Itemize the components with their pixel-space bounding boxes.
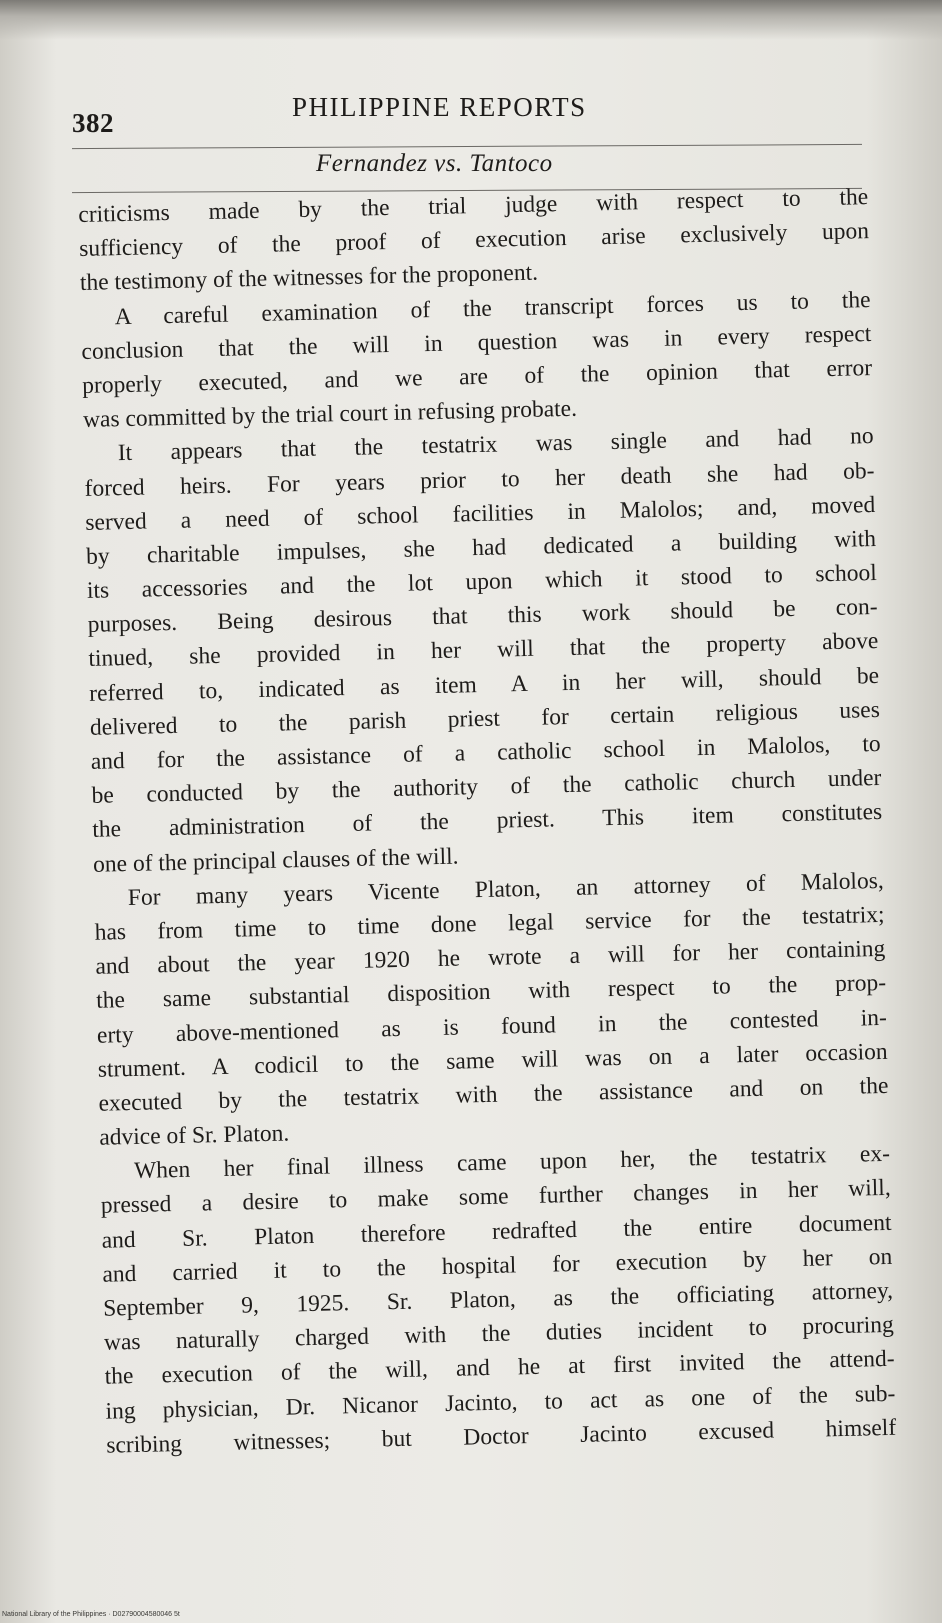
text-line: September 9, 1925. Sr. Platon, as the officiating attorney, <box>102 1277 894 1322</box>
text-line: forced heirs. For years prior to her death she had ob- <box>84 457 875 502</box>
text-line: was naturally charged with the duties incident to procuring <box>103 1311 895 1356</box>
text-line: purposes. Being desirous that this work should be con- <box>87 594 878 639</box>
text-line: sufficiency of the proof of execution arise exclusively upon <box>78 218 870 263</box>
page-header <box>72 90 862 140</box>
text-line: its accessories and the lot upon which it stood to school <box>86 560 878 604</box>
header-rule <box>72 144 862 149</box>
text-line: scribing witnesses; but Doctor Jacinto excused himself <box>106 1414 897 1459</box>
text-line: and about the year 1920 he wrote a will for her containing <box>95 936 886 980</box>
body-text <box>78 180 896 1463</box>
text-line: tinued, she provided in her will that the property above <box>88 628 879 673</box>
text-line: and for the assistance of a catholic school in Malolos, to <box>90 730 881 775</box>
text-line: and carried it to the hospital for execution by her on <box>102 1243 893 1288</box>
text-line: criticisms made by the trial judge with respect to the <box>78 184 869 228</box>
text-line: by charitable impulses, she had dedicated a building with <box>85 525 877 570</box>
text-line: one of the principal clauses of the will. <box>92 843 459 878</box>
running-title: PHILIPPINE REPORTS <box>292 92 587 122</box>
text-line: delivered to the parish priest for certain religious uses <box>89 696 881 741</box>
page-number: 382 <box>72 108 114 138</box>
text-line: strument. A codicil to the same will was on a later occasion <box>97 1038 888 1083</box>
text-line: be conducted by the authority of the catholic church under <box>91 765 882 810</box>
text-line: A careful examination of the transcript forces us to the <box>114 286 871 330</box>
text-line: has from time to time done legal service for the testatrix; <box>94 901 885 946</box>
text-line: referred to, indicated as item A in her will, should be <box>88 662 880 707</box>
text-line: properly executed, and we are of the opinion that error <box>81 354 873 399</box>
text-line: When her final illness came upon her, the testatrix ex- <box>133 1141 891 1185</box>
text-line: erty above-mentioned as is found in the contested in- <box>96 1004 888 1049</box>
text-line: For many years Vicente Platon, an attorney of Malolos, <box>127 867 884 911</box>
text-line: the testimony of the witnesses for the proponent. <box>79 259 539 297</box>
text-line: the same substantial disposition with respect to the prop- <box>95 970 887 1015</box>
scan-edge-shadow <box>0 0 942 40</box>
text-line: served a need of school facilities in Malolos; and, moved <box>85 491 876 536</box>
text-line: the administration of the priest. This item constitutes <box>92 799 883 844</box>
text-line: It appears that the testatrix was single and had no <box>117 423 874 467</box>
text-line: the execution of the will, and he at first invited the attend- <box>104 1346 895 1391</box>
archive-stamp: National Library of the Philippines · D02790004580046 5t <box>2 1611 180 1618</box>
text-line: advice of Sr. Platon. <box>99 1120 290 1151</box>
text-line: executed by the testatrix with the assistance and on the <box>98 1072 889 1117</box>
text-line: and Sr. Platon therefore redrafted the entire document <box>101 1209 892 1254</box>
case-title: Fernandez vs. Tantoco <box>316 150 553 177</box>
text-line: pressed a desire to make some further changes in her will, <box>100 1175 891 1220</box>
text-line: ing physician, Dr. Nicanor Jacinto, to act as one of the sub- <box>105 1380 896 1425</box>
text-line: conclusion that the will in question was in every respect <box>81 320 872 365</box>
text-line: was committed by the trial court in refusing probate. <box>82 395 578 434</box>
